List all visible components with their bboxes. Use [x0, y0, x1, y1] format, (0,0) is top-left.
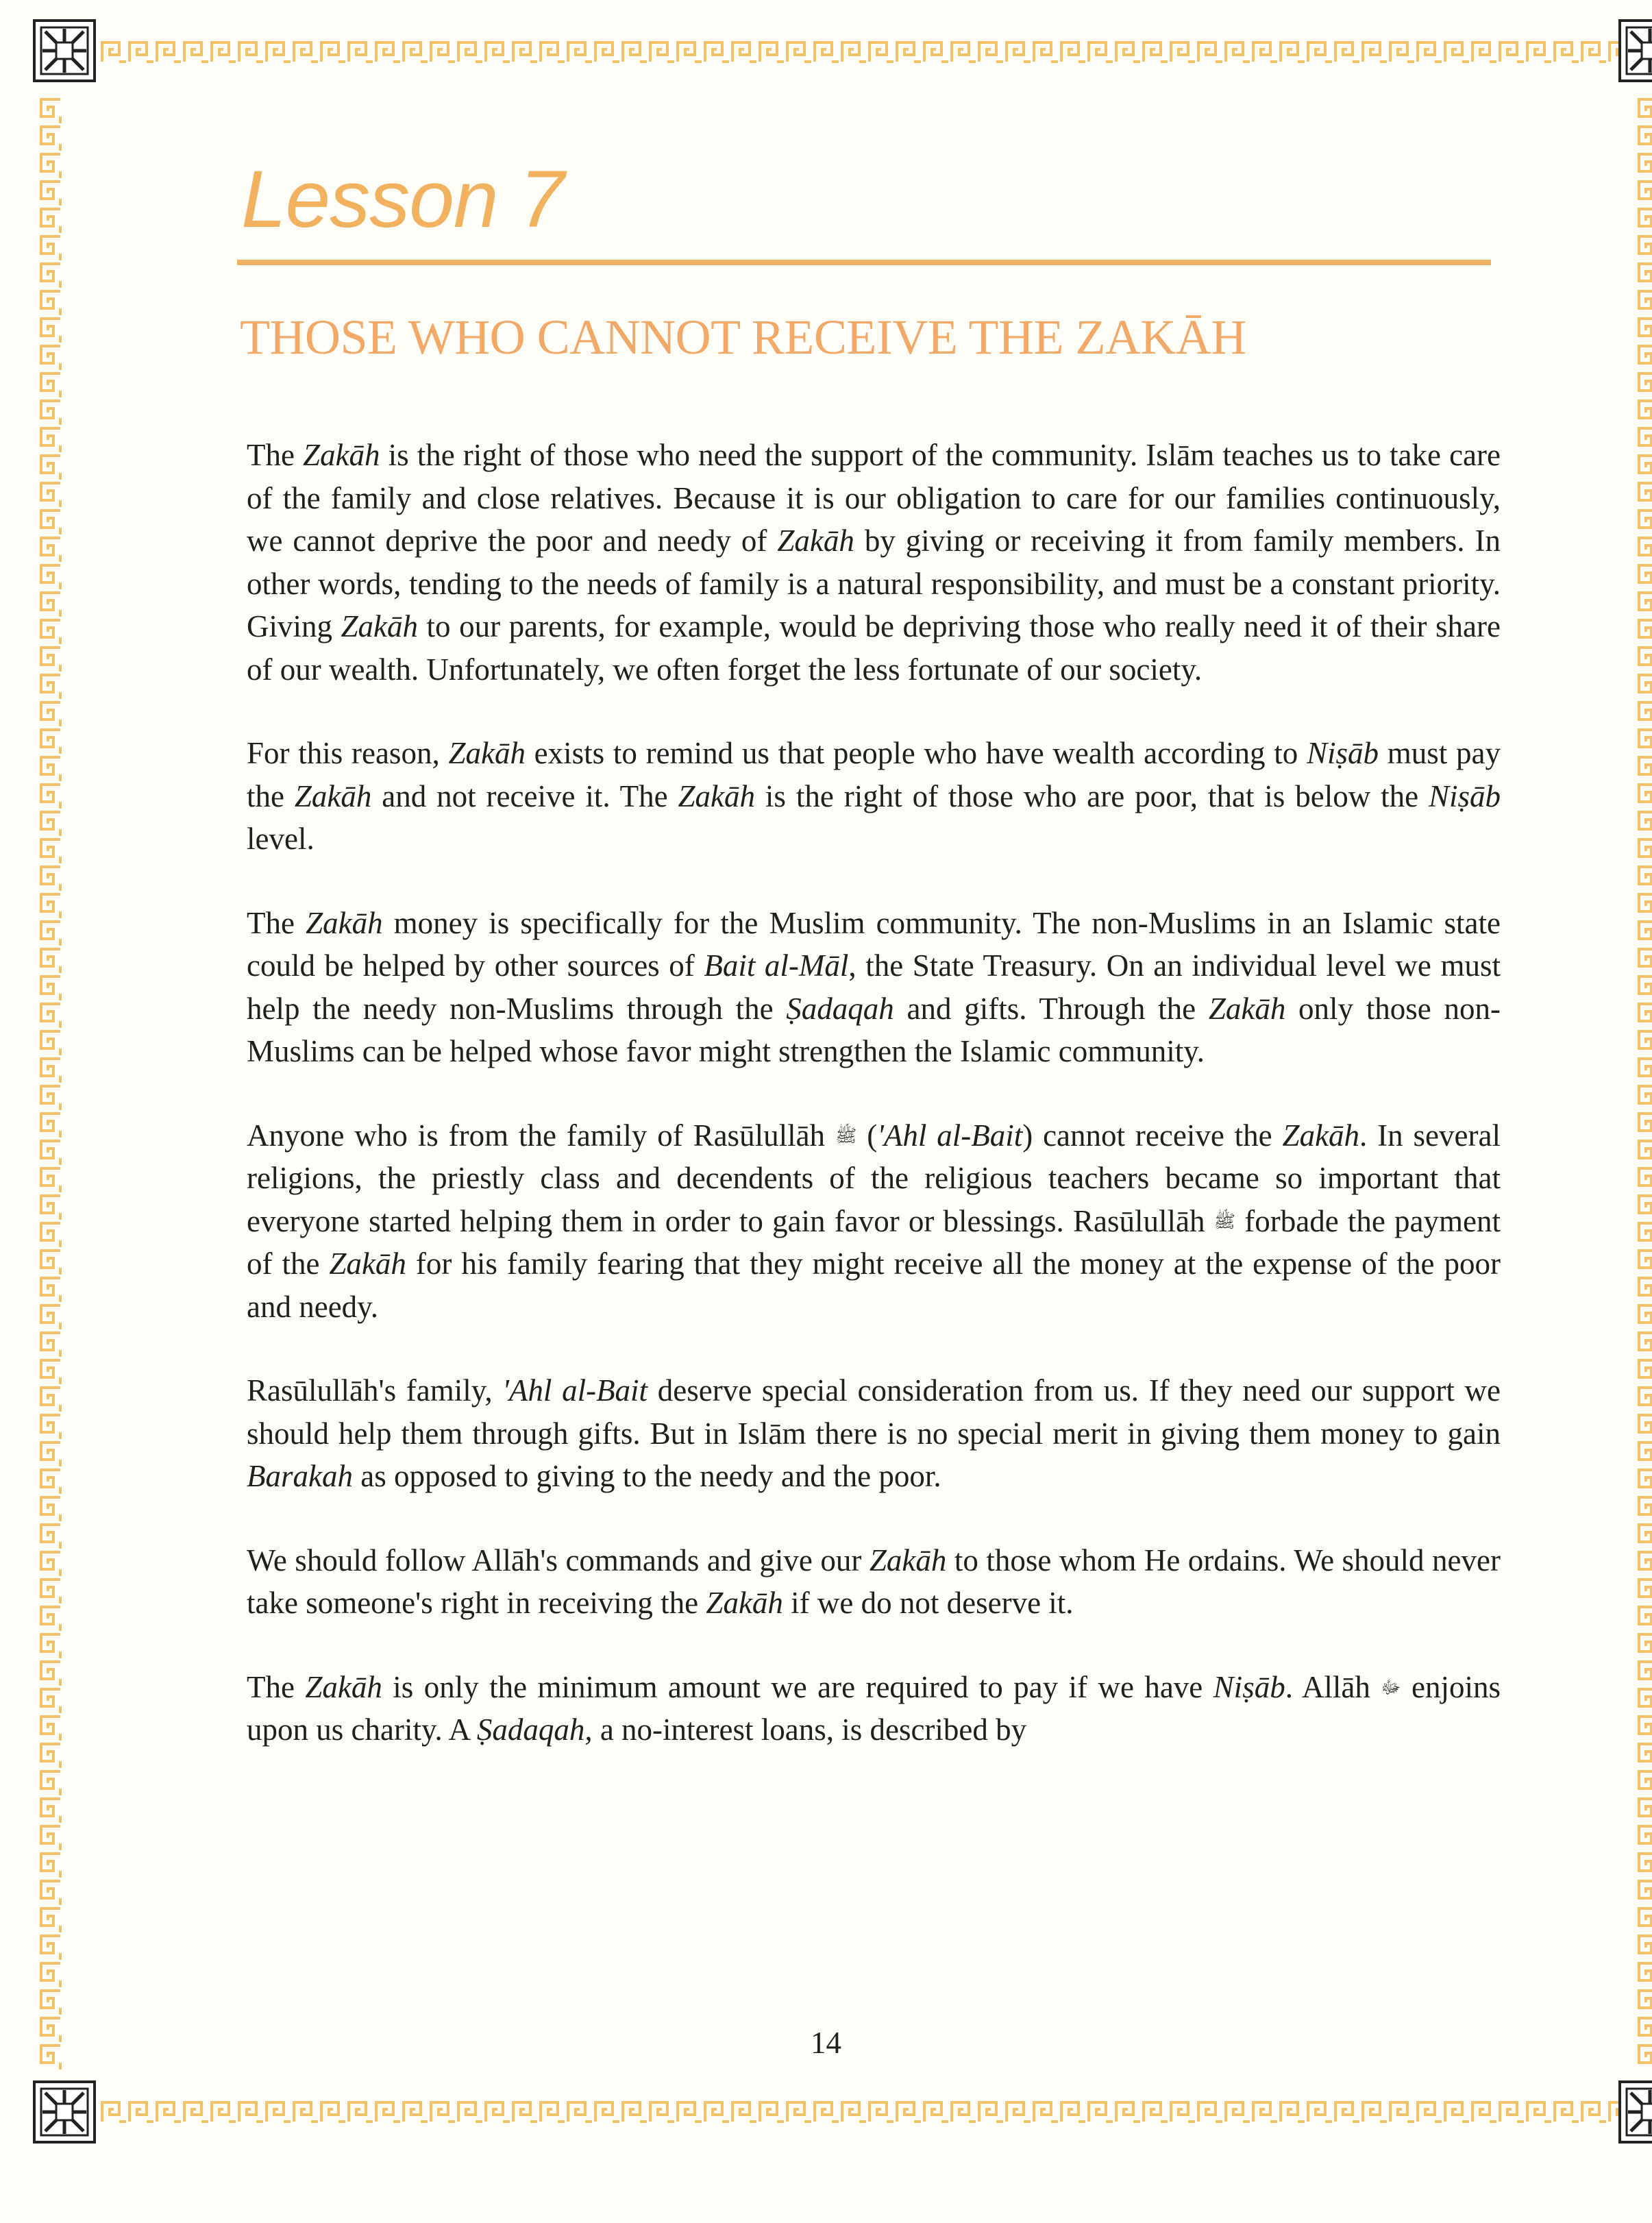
paragraph: Anyone who is from the family of Rasūlullāh ﷺ ('Ahl al-Bait) cannot receive the Zakāh. In several religions, the priestly class and decendents of the religious teachers became so important that everyone started helping them in order to gain favor or blessings. Rasūlullāh ﷺ forbade the payment of the Zakāh for his family fearing that they might receive all the money at the expense of the poor and needy. [247, 1118, 1501, 1324]
paragraph: The Zakāh is the right of those who need the support of the community. Islām teaches us to take care of the family and close relatives. Because it is our obligation to care for our families continuously, we cannot deprive the poor and needy of Zakāh by giving or receiving it from family members. In other words, tending to the needs of family is a natural responsibility, and must be a constant priority. Giving Zakāh to our parents, for example, would be depriving those who really need it of their share of our wealth. Unfortunately, we often forget the less fortunate of our society. [247, 438, 1501, 687]
lesson-title: Lesson 7 [241, 154, 564, 245]
honorific-glyph: ﷻ [1381, 1677, 1401, 1697]
corner-ornament-icon [1618, 19, 1652, 82]
greek-key-border-top [100, 38, 1624, 66]
corner-ornament-icon [1618, 2080, 1652, 2144]
corner-ornament-icon [33, 2080, 96, 2144]
page-number: 14 [811, 2026, 841, 2060]
paragraph: We should follow Allāh's commands and give our Zakāh to those whom He ordains. We should never take someone's right in receiving the Zakāh if we do not deserve it. [247, 1543, 1501, 1620]
paragraph: Rasūlullāh's family, 'Ahl al-Bait deserve special consideration from us. If they need our support we should help them through gifts. But in Islām there is no special merit in giving them money to gain Barakah as opposed to giving to the needy and the poor. [247, 1373, 1501, 1493]
honorific-glyph: ﷺ [1213, 1211, 1236, 1231]
greek-key-border-bottom [100, 2098, 1624, 2126]
corner-ornament-icon [33, 19, 96, 82]
page-subtitle: THOSE WHO CANNOT RECEIVE THE ZAKĀH [240, 310, 1246, 365]
paragraph: The Zakāh money is specifically for the Muslim community. The non-Muslims in an Islamic state could be helped by other sources of Bait al-Māl, the State Treasury. On an individual level we must help the needy non-Muslims through the Ṣadaqah and gifts. Through the Zakāh only those non-Muslims can be helped whose favor might strengthen the Islamic community. [247, 905, 1501, 1068]
greek-key-border-right [1635, 97, 1652, 2071]
paragraph: The Zakāh is only the minimum amount we are required to pay if we have Niṣāb. Allāh ﷻ enjoins upon us charity. A Ṣadaqah, a no-interest loans, is described by [247, 1669, 1501, 1747]
greek-key-border-left [37, 97, 64, 2071]
heading-rule [237, 260, 1491, 265]
honorific-glyph: ﷺ [835, 1125, 857, 1146]
paragraph: For this reason, Zakāh exists to remind us that people who have wealth according to Niṣāb must pay the Zakāh and not receive it. The Zakāh is the right of those who are poor, that is below the Niṣāb level. [247, 736, 1501, 856]
body-text [247, 434, 1501, 1793]
